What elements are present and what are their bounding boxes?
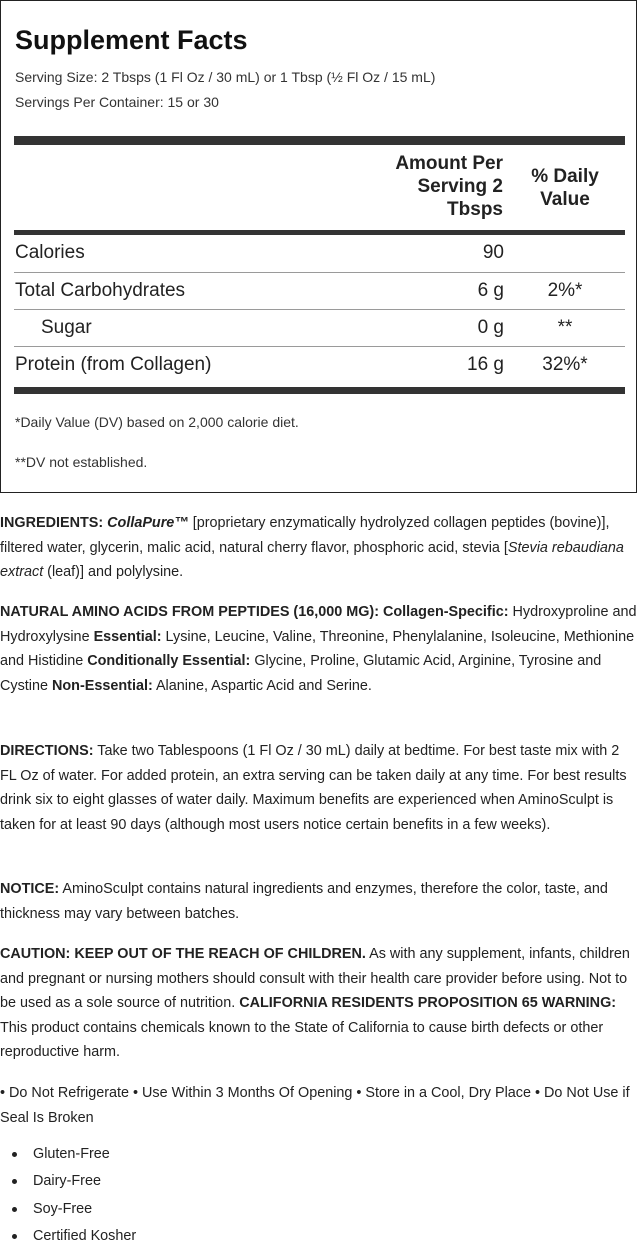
row-name-sugar: Sugar — [41, 317, 92, 338]
row-divider — [14, 309, 625, 310]
amino-non-essential: Alanine, Aspartic Acid and Serine. — [152, 677, 372, 694]
header-dv-line: Value — [540, 189, 590, 210]
divider-thick — [14, 136, 625, 145]
row-name-calories: Calories — [15, 242, 85, 263]
bullet-icon — [12, 1234, 17, 1239]
ingredients-brand: CollaPure™ — [107, 515, 189, 531]
amino-conditional-label: Conditionally Essential: — [87, 653, 251, 669]
serving-size: Serving Size: 2 Tbsps (1 Fl Oz / 30 mL) or 1 Tbsp (½ Fl Oz / 15 mL) — [15, 69, 436, 85]
directions-text: Take two Tablespoons (1 Fl Oz / 30 mL) daily at bedtime. For best taste mix with 2 FL Oz of water. For added protein, an extra serving can be taken daily at any time. For best results drink six to eight glasses of water daily. Maximum benefits are experienced when AminoSculpt is taken for at least 90 days (although most users notice certain benefits in a few weeks). — [0, 743, 627, 833]
feature-label: Soy-Free — [33, 1200, 93, 1217]
row-dv-sugar: ** — [557, 317, 573, 338]
feature-label: Gluten-Free — [33, 1146, 110, 1162]
bullet-icon — [12, 1179, 17, 1184]
caution-label: CAUTION: KEEP OUT OF THE REACH OF CHILDREN. — [0, 946, 366, 962]
header-amount-line: Serving 2 — [417, 176, 503, 197]
row-amount-carbohydrates: 6 g — [477, 280, 504, 301]
ingredients-stevia-latin: Stevia rebaudiana extract — [0, 539, 624, 580]
notice-label: NOTICE: — [0, 881, 60, 897]
amino-label: NATURAL AMINO ACIDS FROM PEPTIDES (16,000 MG): Collagen-Specific: — [0, 604, 509, 620]
supplement-facts-panel — [0, 0, 637, 493]
storage-instructions: • Do Not Refrigerate • Use Within 3 Months Of Opening • Store in a Cool, Dry Place • Do Not Use if Seal Is Broken — [0, 1085, 630, 1126]
footnote-daily-value: *Daily Value (DV) based on 2,000 calorie diet. — [15, 414, 299, 430]
list-item — [0, 1168, 136, 1195]
directions-label: DIRECTIONS: — [0, 743, 94, 759]
amino-collagen-specific: Hydroxyproline and Hydroxylysine — [0, 604, 637, 645]
prop65-text: This product contains chemicals known to the State of California to cause birth defects or other reproductive harm. — [0, 1019, 604, 1060]
row-divider — [14, 346, 625, 347]
row-amount-sugar: 0 g — [477, 317, 504, 338]
notice-paragraph — [0, 877, 638, 926]
amino-acids-paragraph — [0, 600, 638, 698]
caution-text: As with any supplement, infants, children and pregnant or nursing mothers should consult with their health care provider before using. Not to be used as a sole source of nutrition. — [0, 946, 630, 1011]
header-dv-line: % Daily — [531, 166, 599, 187]
header-daily-value — [519, 165, 611, 211]
facts-title: Supplement Facts — [15, 25, 248, 55]
ingredients-text-end: (leaf)] and polylysine. — [43, 564, 184, 580]
ingredients-label: INGREDIENTS: — [0, 515, 104, 531]
feature-label: Certified Kosher — [33, 1227, 137, 1244]
list-item — [0, 1141, 136, 1168]
feature-list — [0, 1141, 136, 1250]
row-amount-protein: 16 g — [467, 354, 504, 375]
footnote-dv-not-established: **DV not established. — [15, 454, 148, 470]
bullet-icon — [12, 1207, 17, 1212]
notice-text: AminoSculpt contains natural ingredients and enzymes, therefore the color, taste, and thickness may vary between batches. — [0, 881, 608, 922]
row-dv-carbohydrates: 2%* — [547, 280, 583, 301]
list-item — [0, 1196, 136, 1223]
prop65-label: CALIFORNIA RESIDENTS PROPOSITION 65 WARNING: — [239, 995, 617, 1011]
header-amount-line: Amount Per — [395, 153, 503, 174]
header-amount-line: Tbsps — [447, 199, 503, 220]
bullet-icon — [12, 1152, 17, 1157]
amino-conditional: Glycine, Proline, Glutamic Acid, Arginine, Tyrosine and Cystine — [0, 653, 602, 694]
directions-paragraph — [0, 739, 638, 837]
amino-essential: Lysine, Leucine, Valine, Threonine, Phenylalanine, Isoleucine, Methionine and Histidine — [0, 628, 635, 669]
list-item — [0, 1223, 136, 1250]
row-divider — [14, 272, 625, 273]
servings-per-container: Servings Per Container: 15 or 30 — [15, 94, 219, 110]
row-amount-calories: 90 — [482, 242, 504, 263]
amino-essential-label: Essential: — [93, 628, 162, 645]
header-amount-per-serving — [361, 152, 503, 221]
row-dv-protein: 32%* — [542, 354, 588, 375]
row-name-carbohydrates: Total Carbohydrates — [15, 280, 186, 301]
caution-paragraph — [0, 942, 638, 1065]
divider-thick-bottom — [14, 387, 625, 394]
amino-non-essential-label: Non-Essential: — [51, 677, 153, 694]
ingredients-text: [proprietary enzymatically hydrolyzed collagen peptides (bovine)], filtered water, glycerin, malic acid, natural cherry flavor, phosphoric acid, stevia [ — [0, 515, 610, 556]
row-name-protein: Protein (from Collagen) — [15, 354, 212, 375]
feature-label: Dairy-Free — [33, 1173, 101, 1190]
divider-medium — [14, 230, 625, 235]
ingredients-paragraph — [0, 511, 638, 585]
